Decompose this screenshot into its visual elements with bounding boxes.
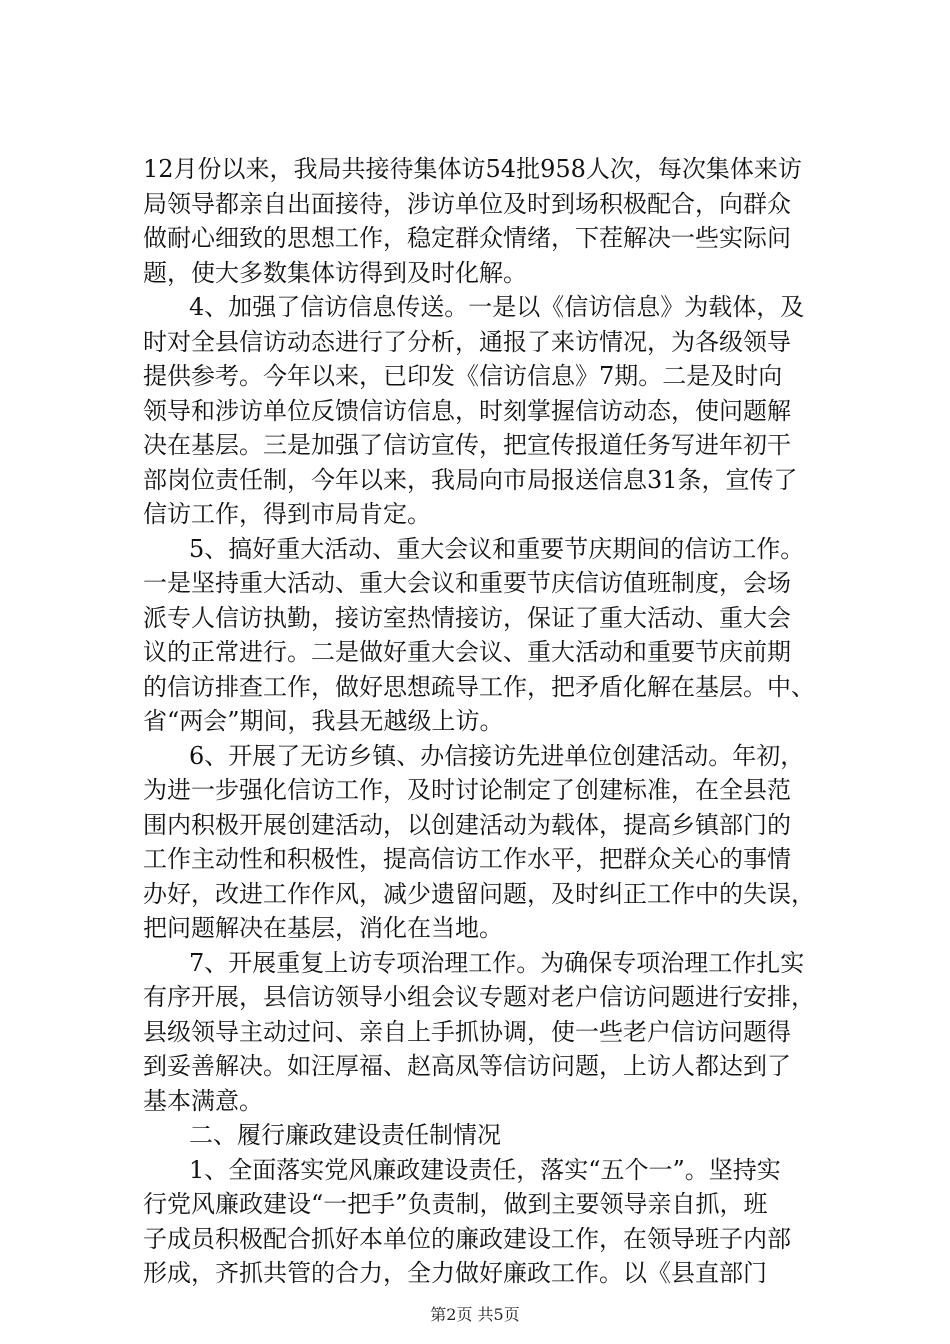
text-line: 12月份以来，我局共接待集体访54批958人次，每次集体来访	[143, 155, 802, 183]
text-line: 提供参考。今年以来，已印发《信访信息》7期。二是及时向	[143, 362, 783, 390]
text-line: 时对全县信访动态进行了分析，通报了来访情况，为各级领导	[143, 327, 791, 356]
text-line: 县级领导主动过问、亲自上手抓协调，使一些老户信访问题得	[143, 1017, 791, 1046]
text-line: 把问题解决在基层，消化在当地。	[143, 914, 503, 942]
text-line: 到妥善解决。如汪厚福、赵高凤等信访问题，上访人都达到了	[143, 1052, 791, 1080]
text-line: 行党风廉政建设“一把手”负责制，做到主要领导亲自抓，班	[143, 1190, 768, 1218]
text-line: 4、加强了信访信息传送。一是以《信访信息》为载体，及	[189, 293, 805, 321]
page-footer: 第2页 共5页	[430, 1305, 520, 1324]
text-line: 信访工作，得到市局肯定。	[143, 500, 431, 528]
text-line: 决在基层。三是加强了信访宣传，把宣传报道任务写进年初干	[143, 431, 791, 459]
text-line: 局领导都亲自出面接待，涉访单位及时到场积极配合，向群众	[143, 189, 791, 218]
text-line: 的信访排查工作，做好思想疏导工作，把矛盾化解在基层。中、	[143, 672, 815, 701]
text-line: 二、履行廉政建设责任制情况	[189, 1121, 501, 1149]
text-line: 6、开展了无访乡镇、办信接访先进单位创建活动。年初，	[189, 741, 805, 770]
text-line: 7、开展重复上访专项治理工作。为确保专项治理工作扎实	[189, 948, 805, 977]
text-line: 为进一步强化信访工作，及时讨论制定了创建标准，在全县范	[143, 776, 791, 804]
text-line: 办好，改进工作作风，减少遗留问题，及时纠正工作中的失误，	[143, 879, 815, 908]
text-line: 省“两会”期间，我县无越级上访。	[143, 707, 504, 735]
text-line: 领导和涉访单位反馈信访信息，时刻掌握信访动态，使问题解	[143, 396, 791, 425]
body-text	[143, 152, 833, 1291]
text-line: 1、全面落实党风廉政建设责任，落实“五个一”。坚持实	[189, 1155, 781, 1184]
text-line: 基本满意。	[143, 1086, 263, 1115]
text-line: 一是坚持重大活动、重大会议和重要节庆信访值班制度，会场	[143, 569, 791, 597]
text-line: 有序开展，县信访领导小组会议专题对老户信访问题进行安排，	[143, 983, 815, 1011]
text-line: 派专人信访执勤，接访室热情接访，保证了重大活动、重大会	[143, 603, 791, 632]
text-line: 做耐心细致的思想工作，稳定群众情绪，下茬解决一些实际问	[143, 224, 791, 252]
text-line: 题，使大多数集体访得到及时化解。	[143, 258, 527, 287]
text-line: 围内积极开展创建活动，以创建活动为载体，提高乡镇部门的	[143, 810, 791, 839]
text-line: 5、搞好重大活动、重大会议和重要节庆期间的信访工作。	[189, 534, 805, 563]
text-line: 子成员积极配合抓好本单位的廉政建设工作，在领导班子内部	[143, 1224, 791, 1253]
text-line: 形成，齐抓共管的合力，全力做好廉政工作。以《县直部门	[143, 1259, 767, 1287]
text-line: 工作主动性和积极性，提高信访工作水平，把群众关心的事情	[143, 845, 791, 873]
text-line: 部岗位责任制，今年以来，我局向市局报送信息31条，宣传了	[143, 465, 798, 494]
text-line: 议的正常进行。二是做好重大会议、重大活动和重要节庆前期	[143, 638, 791, 666]
